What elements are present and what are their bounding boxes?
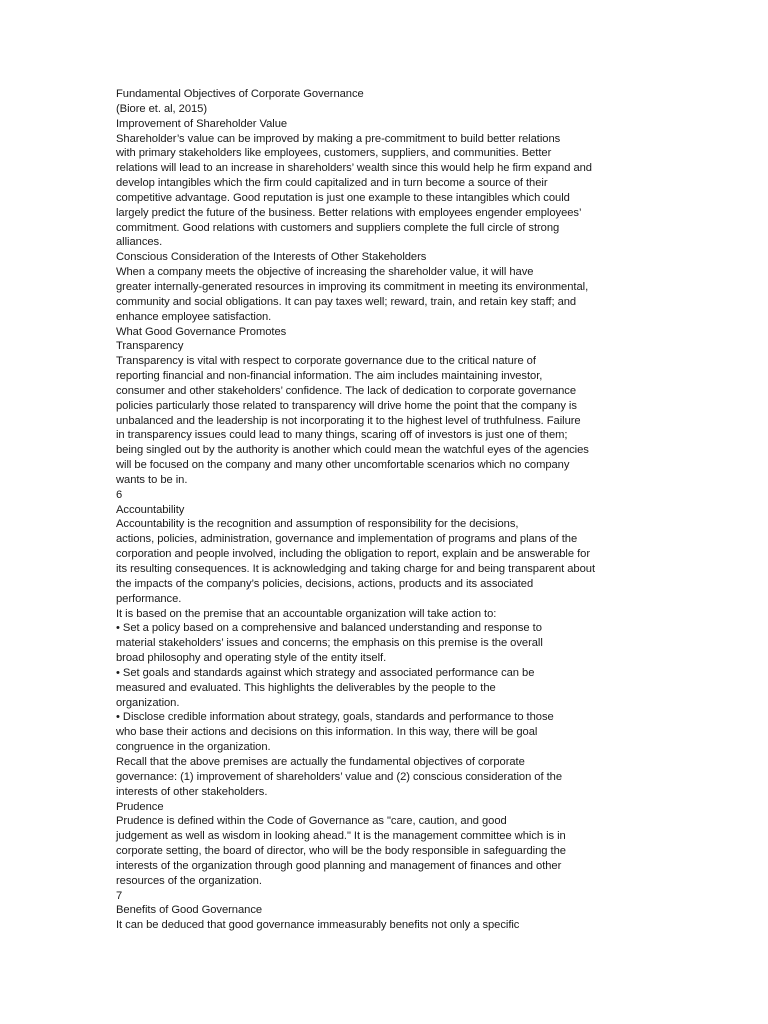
paragraph-line: greater internally-generated resources in improving its commitment in meeting its environmental, — [116, 280, 589, 293]
page-number: 7 — [116, 889, 123, 902]
paragraph-line: material stakeholders’ issues and concerns; the emphasis on this premise is the overall — [116, 637, 543, 650]
page-number: 6 — [116, 488, 123, 501]
paragraph-line: being singled out by the authority is another which could mean the watchful eyes of the agencies — [116, 444, 589, 457]
paragraph-line: resources of the organization. — [116, 874, 262, 887]
paragraph-line: alliances. — [116, 236, 163, 249]
paragraph-line: Accountability is the recognition and assumption of responsibility for the decisions, — [116, 518, 519, 531]
paragraph-line: When a company meets the objective of increasing the shareholder value, it will have — [116, 266, 534, 279]
bullet-item: • Disclose credible information about strategy, goals, standards and performance to those — [116, 711, 554, 724]
paragraph-line: governance: (1) improvement of shareholders’ value and (2) conscious consideration of the — [116, 770, 562, 783]
heading-fundamental-objectives: Fundamental Objectives of Corporate Governance — [116, 88, 364, 100]
paragraph-line: the impacts of the company’s policies, decisions, actions, products and its associated — [116, 577, 534, 590]
paragraph-line: in transparency issues could lead to many things, scaring off of investors is just one of them; — [116, 429, 568, 442]
heading-prudence: Prudence — [116, 800, 164, 813]
citation: (Biore et. al, 2015) — [116, 102, 208, 115]
heading-accountability: Accountability — [116, 503, 185, 516]
paragraph-line: organization. — [116, 696, 180, 709]
paragraph-line: develop intangibles which the firm could capitalized and in turn become a source of their — [116, 177, 548, 190]
paragraph-line: reporting financial and non-financial information. The aim includes maintaining investor, — [116, 370, 543, 383]
paragraph-line: Transparency is vital with respect to corporate governance due to the critical nature of — [116, 355, 536, 368]
paragraph-line: actions, policies, administration, governance and implementation of programs and plans of the — [116, 533, 578, 546]
paragraph-line: Shareholder’s value can be improved by making a pre-commitment to build better relations — [116, 132, 561, 145]
paragraph-line: largely predict the future of the business. Better relations with employees engender employees’ — [116, 206, 582, 219]
paragraph-line: measured and evaluated. This highlights the deliverables by the people to the — [116, 681, 496, 694]
paragraph-line: corporate setting, the board of director, who will be the body responsible in safeguarding the — [116, 845, 566, 858]
heading-benefits-good-governance: Benefits of Good Governance — [116, 904, 263, 917]
paragraph-line: commitment. Good relations with customers and suppliers complete the full circle of strong — [116, 221, 560, 234]
paragraph-line: interests of other stakeholders. — [116, 785, 268, 798]
bullet-item: • Set goals and standards against which strategy and associated performance can be — [116, 666, 535, 679]
paragraph-line: relations will lead to an increase in shareholders’ wealth since this would help he firm expand and — [116, 162, 592, 175]
paragraph-line: its resulting consequences. It is acknowledging and taking charge for and being transparent about — [116, 563, 596, 575]
paragraph-line: with primary stakeholders like employees, customers, suppliers, and communities. Better — [116, 147, 552, 160]
paragraph-line: interests of the organization through good planning and management of finances and other — [116, 859, 562, 872]
paragraph-line: congruence in the organization. — [116, 741, 271, 754]
paragraph-line: judgement as well as wisdom in looking ahead." It is the management committee which is in — [116, 830, 566, 843]
heading-good-governance-promotes: What Good Governance Promotes — [116, 325, 287, 338]
paragraph-line: Recall that the above premises are actually the fundamental objectives of corporate — [116, 755, 525, 768]
paragraph-line: will be focused on the company and many other uncomfortable scenarios which no company — [116, 459, 570, 472]
heading-shareholder-value: Improvement of Shareholder Value — [116, 117, 288, 130]
paragraph-line: corporation and people involved, including the obligation to report, explain and be answerable for — [116, 548, 591, 561]
paragraph-line: competitive advantage. Good reputation is just one example to these intangibles which could — [116, 191, 570, 204]
heading-transparency: Transparency — [116, 340, 184, 353]
paragraph-line: performance. — [116, 592, 182, 605]
paragraph-line: It can be deduced that good governance immeasurably benefits not only a specific — [116, 919, 520, 932]
paragraph-line: Prudence is defined within the Code of Governance as "care, caution, and good — [116, 815, 507, 828]
paragraph-line: wants to be in. — [116, 473, 188, 486]
bullet-item: • Set a policy based on a comprehensive and balanced understanding and response to — [116, 622, 542, 635]
paragraph-line: consumer and other stakeholders’ confidence. The lack of dedication to corporate governance — [116, 384, 577, 397]
paragraph-line: who base their actions and decisions on this information. In this way, there will be goal — [116, 726, 538, 739]
paragraph-line: policies particularly those related to transparency will drive home the point that the company is — [116, 399, 577, 412]
paragraph-line: community and social obligations. It can pay taxes well; reward, train, and retain key staff; and — [116, 295, 577, 308]
paragraph-line: broad philosophy and operating style of the entity itself. — [116, 652, 387, 665]
document-page — [116, 87, 636, 933]
paragraph-line: It is based on the premise that an accountable organization will take action to: — [116, 607, 497, 620]
paragraph-line: unbalanced and the leadership is not incorporating it to the highest level of truthfulness. Failure — [116, 414, 581, 427]
paragraph-line: enhance employee satisfaction. — [116, 310, 272, 323]
heading-conscious-consideration: Conscious Consideration of the Interests of Other Stakeholders — [116, 251, 427, 264]
